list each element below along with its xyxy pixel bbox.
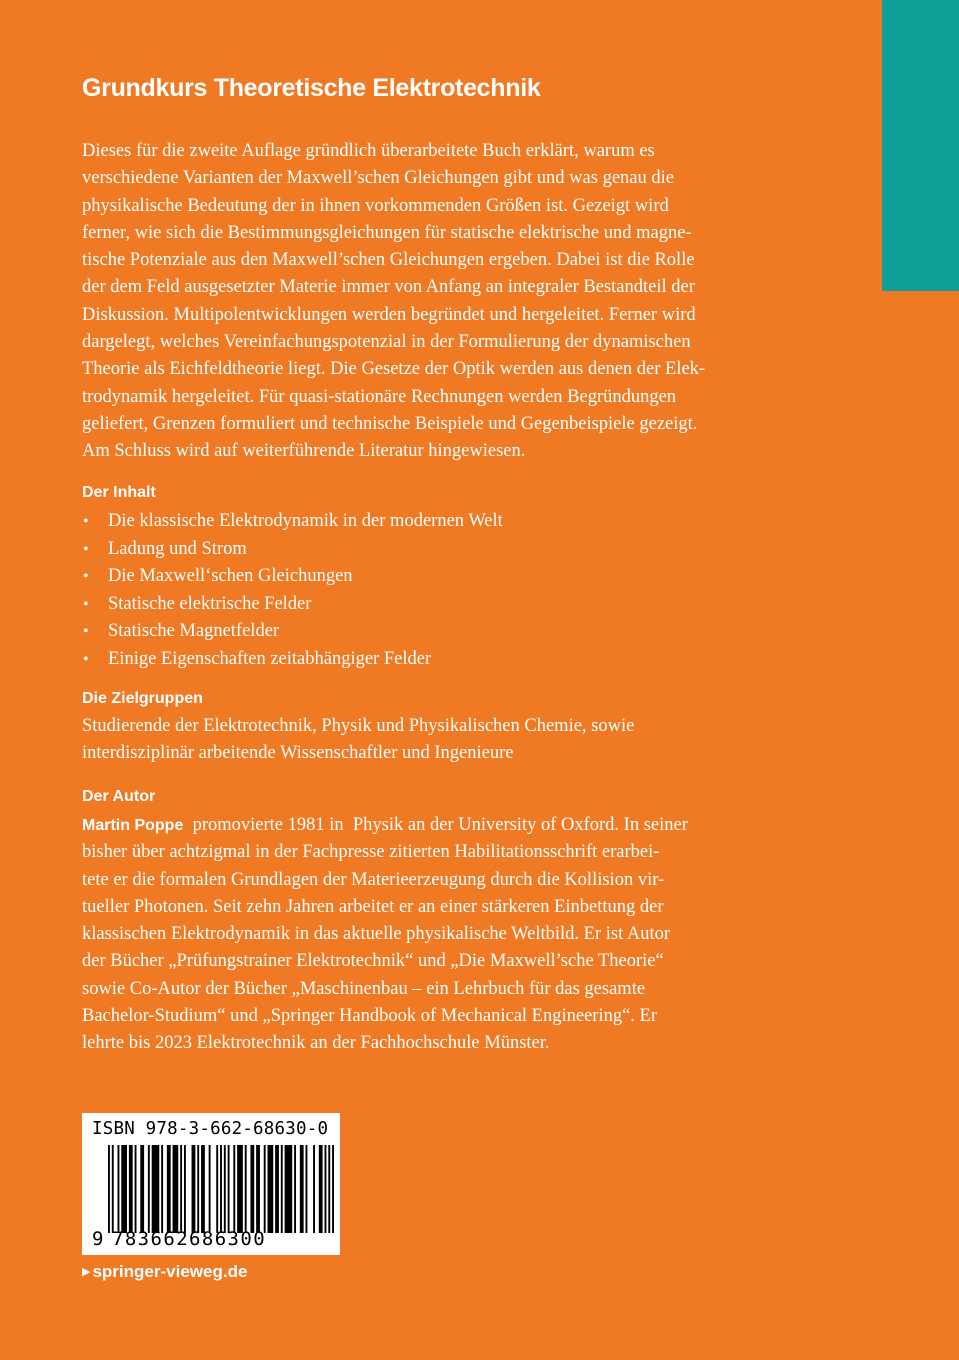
barcode-bar	[129, 1145, 133, 1233]
barcode-bar	[264, 1145, 266, 1233]
description-line: Dieses für die zweite Auflage gründlich überarbeitete Buch erklärt, warum es	[82, 141, 655, 161]
barcode-bar	[306, 1145, 308, 1233]
description-line: Theorie als Eichfeldtheorie liegt. Die Gesetze der Optik werden aus denen der Elek-	[82, 359, 706, 380]
barcode-bar	[209, 1145, 211, 1233]
website-label: springer-vieweg.de	[92, 1262, 248, 1281]
barcode-bar	[328, 1145, 330, 1233]
barcode-bar	[108, 1145, 110, 1233]
autor-line: tete er die formalen Grundlagen der Materieerzeugung durch die Kollision vir-	[82, 869, 665, 890]
barcode-bar	[201, 1145, 205, 1233]
description-line: dargelegt, welches Vereinfachungspotenzial in der Formulierung der dynamischen	[82, 332, 691, 353]
autor-line: promovierte 1981 in Physik an der University of Oxford. In seiner	[183, 815, 688, 835]
autor-line: Bachelor-Studium“ und „Springer Handbook of Mechanical Engineering“. Er	[82, 1006, 658, 1027]
barcode-first-digit: 9	[92, 1228, 104, 1250]
barcode-bar	[167, 1145, 171, 1233]
description-line: trodynamik hergeleitet. Für quasi-stationäre Rechnungen werden Begründungen	[82, 386, 677, 407]
description-line: Diskussion. Multipolentwicklungen werden begründet und hergeleitet. Ferner wird	[82, 304, 696, 325]
description-line: verschiedene Varianten der Maxwell’schen Gleichungen gibt und was genau die	[82, 168, 674, 189]
barcode-bar	[112, 1145, 114, 1233]
description-line: ferner, wie sich die Bestimmungsgleichungen für statische elektrische und magne-	[82, 222, 692, 243]
inhalt-heading: Der Inhalt	[82, 484, 156, 501]
barcode-bar	[313, 1145, 315, 1233]
inhalt-list	[82, 508, 503, 673]
autor-line: tueller Photonen. Seit zehn Jahren arbeitet er an einer stärkeren Einbettung der	[82, 896, 664, 917]
arrow-icon: ▶	[82, 1266, 91, 1278]
barcode-bar	[148, 1145, 150, 1233]
barcode-bar	[173, 1145, 179, 1233]
barcode-bar	[268, 1145, 274, 1233]
inhalt-item: • Statische Magnetfelder	[82, 618, 503, 646]
barcode-bar	[325, 1145, 327, 1233]
teal-accent-strip	[882, 0, 959, 291]
barcode-bar	[294, 1145, 296, 1233]
description-line: Am Schluss wird auf weiterführende Literatur hingewiesen.	[82, 441, 526, 462]
isbn-barcode	[82, 1113, 340, 1255]
barcode-bar	[245, 1145, 247, 1233]
description-line: der dem Feld ausgesetzter Materie immer von Anfang an integraler Bestandteil der	[82, 277, 695, 298]
barcode-bar	[192, 1145, 196, 1233]
description-paragraph	[82, 138, 802, 466]
barcode-bar	[118, 1145, 120, 1233]
autor-line: der Bücher „Prüfungstrainer Elektrotechnik“ und „Die Maxwell’sche Theorie“	[82, 951, 664, 972]
barcode-bar	[220, 1145, 222, 1233]
inhalt-item: • Die klassische Elektrodynamik in der modernen Welt	[82, 508, 503, 536]
autor-line: klassischen Elektrodynamik in das aktuelle physikalische Weltbild. Er ist Autor	[82, 924, 671, 945]
barcode-bar	[140, 1145, 144, 1233]
barcode-bar	[197, 1145, 199, 1233]
barcode-bar	[250, 1145, 254, 1233]
barcode-bar	[237, 1145, 243, 1233]
barcode-bar	[121, 1145, 127, 1233]
description-line: physikalische Bedeutung der in ihnen vorkommenden Größen ist. Gezeigt wird	[82, 195, 669, 216]
barcode-bar	[275, 1145, 279, 1233]
autor-line: lehrte bis 2023 Elektrotechnik an der Fachhochschule Münster.	[82, 1033, 550, 1054]
autor-first-line	[82, 812, 802, 839]
autor-line: bisher über achtzigmal in der Fachpresse zitierten Habilitationsschrift erarbei-	[82, 842, 660, 863]
barcode-bar	[161, 1145, 163, 1233]
description-line: tische Potenziale aus den Maxwell’schen Gleichungen ergeben. Dabei ist die Rolle	[82, 250, 695, 271]
barcode-bar	[319, 1145, 323, 1233]
zielgruppen-line: interdisziplinär arbeitende Wissenschaftler und Ingenieure	[82, 743, 514, 764]
barcode-bar	[332, 1145, 334, 1233]
inhalt-item: • Statische elektrische Felder	[82, 591, 503, 619]
book-title: Grundkurs Theoretische Elektrotechnik	[82, 74, 541, 102]
inhalt-item: • Einige Eigenschaften zeitabhängiger Felder	[82, 646, 503, 674]
barcode-bar	[300, 1145, 304, 1233]
autor-heading: Der Autor	[82, 788, 156, 805]
zielgruppen-heading: Die Zielgruppen	[82, 690, 203, 707]
barcode-bar	[233, 1145, 235, 1233]
zielgruppen-line: Studierende der Elektrotechnik, Physik und Physikalischen Chemie, sowie	[82, 716, 635, 736]
inhalt-item: • Die Maxwell‘schen Gleichungen	[82, 563, 503, 591]
description-line: geliefert, Grenzen formuliert und technische Beispiele und Gegenbeispiele gezeigt.	[82, 413, 698, 434]
barcode-bar	[152, 1145, 160, 1233]
barcode-bar	[216, 1145, 218, 1233]
barcode-bar	[228, 1145, 230, 1233]
barcode-digits-rest: 783662686300	[112, 1228, 267, 1250]
author-name: Martin Poppe	[82, 817, 184, 834]
barcode-bars	[108, 1145, 334, 1233]
inhalt-item: • Ladung und Strom	[82, 536, 503, 564]
barcode-bar	[184, 1145, 186, 1233]
isbn-label: ISBN 978-3-662-68630-0	[92, 1119, 329, 1139]
barcode-bar	[224, 1145, 226, 1233]
barcode-bar	[281, 1145, 283, 1233]
publisher-website[interactable]	[82, 1262, 247, 1282]
autor-line: sowie Co-Autor der Bücher „Maschinenbau – ein Lehrbuch für das gesamte	[82, 978, 646, 999]
barcode-bar	[180, 1145, 182, 1233]
barcode-bar	[285, 1145, 293, 1233]
barcode-bar	[256, 1145, 260, 1233]
zielgruppen-paragraph	[82, 713, 802, 768]
autor-paragraph	[82, 812, 802, 1058]
barcode-bar	[135, 1145, 137, 1233]
